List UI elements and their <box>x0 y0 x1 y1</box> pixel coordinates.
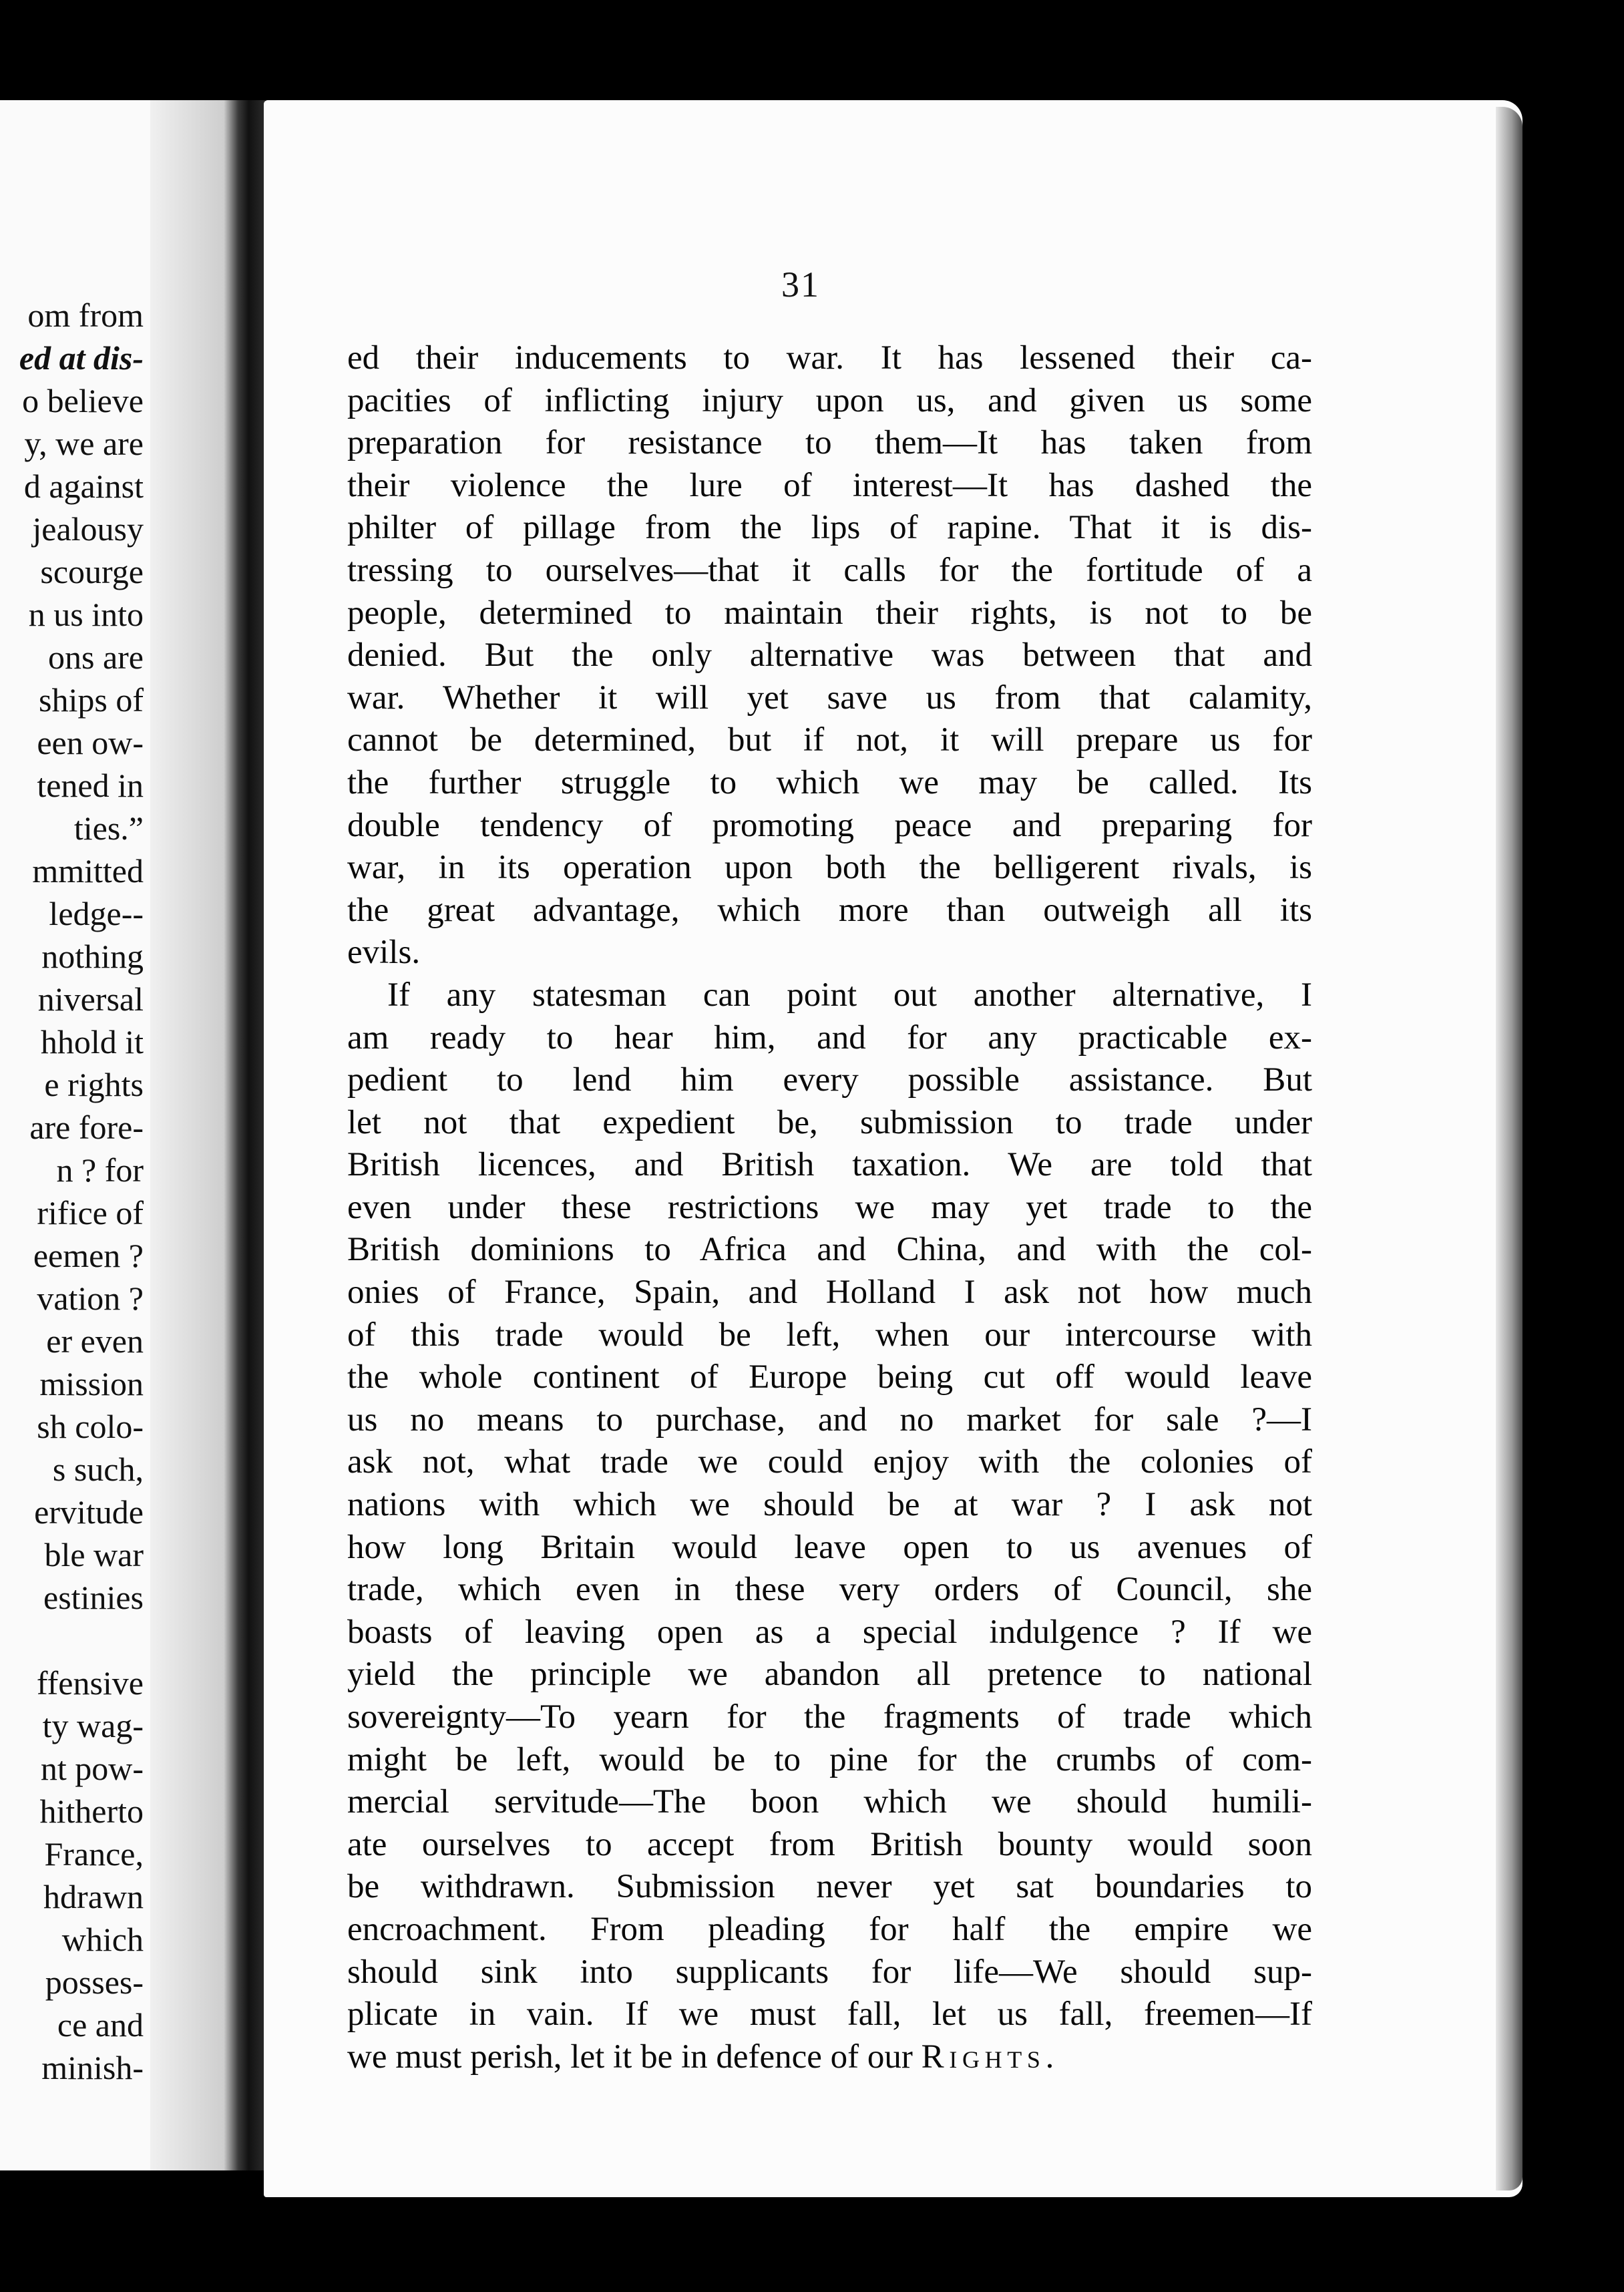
page-body <box>347 337 1312 2078</box>
left-line: France, <box>44 1835 144 1873</box>
text-line: might be left, would be to pine for the crumbs of com- <box>347 1740 1312 1778</box>
final-line-period: . <box>1045 2038 1054 2076</box>
text-line: sovereignty—To yearn for the fragments of trade which <box>347 1698 1312 1736</box>
text-line: cannot be determined, but if not, it will prepare us for <box>347 721 1312 759</box>
left-line: mission <box>39 1365 144 1402</box>
left-line: niversal <box>37 980 144 1018</box>
text-line: ate ourselves to accept from British bounty would soon <box>347 1825 1312 1863</box>
left-line: scourge <box>40 553 144 590</box>
text-line: the further struggle to which we may be called. Its <box>347 763 1312 801</box>
text-line: be withdrawn. Submission never yet sat boundaries to <box>347 1868 1312 1906</box>
left-line: which <box>61 1921 144 1958</box>
left-line: ons are <box>48 638 144 676</box>
left-line: ties.” <box>73 809 144 847</box>
text-line: people, determined to maintain their rights, is not to be <box>347 594 1312 632</box>
text-line: the whole continent of Europe being cut off would leave <box>347 1358 1312 1396</box>
left-line: s such, <box>52 1451 144 1488</box>
final-line-text: we must perish, let it be in defence of our <box>347 2038 922 2076</box>
left-line: rifice of <box>37 1194 144 1231</box>
paragraph <box>347 974 1312 2078</box>
text-line: war. Whether it will yet save us from that calamity, <box>347 679 1312 717</box>
left-line: tened in <box>37 767 144 804</box>
text-line: denied. But the only alternative was between that and <box>347 636 1312 675</box>
left-line <box>19 1619 144 1662</box>
text-line: pedient to lend him every possible assistance. But <box>347 1061 1312 1099</box>
left-line: ervitude <box>34 1493 144 1531</box>
left-line: hitherto <box>39 1792 144 1830</box>
left-line: ty wag- <box>42 1707 144 1744</box>
text-line: tressing to ourselves—that it calls for the fortitude of a <box>347 551 1312 589</box>
text-line: British dominions to Africa and China, and with the col- <box>347 1231 1312 1269</box>
left-line: ble war <box>44 1536 144 1573</box>
final-line <box>347 2036 1312 2079</box>
text-line: boasts of leaving open as a special indulgence ? If we <box>347 1613 1312 1651</box>
left-line: jealousy <box>32 510 144 548</box>
text-line: pacities of inflicting injury upon us, and given us some <box>347 381 1312 419</box>
left-line: ed at dis- <box>19 339 144 377</box>
text-line: double tendency of promoting peace and preparing for <box>347 806 1312 844</box>
left-page <box>0 100 237 2170</box>
text-line: philter of pillage from the lips of rapine. That it is dis- <box>347 509 1312 547</box>
page-edge <box>1496 107 1522 2190</box>
text-line: British licences, and British taxation. We are told that <box>347 1146 1312 1184</box>
text-line: of this trade would be left, when our intercourse with <box>347 1316 1312 1354</box>
text-line: ask not, what trade we could enjoy with the colonies of <box>347 1443 1312 1481</box>
left-line: e rights <box>44 1066 144 1103</box>
text-line: the great advantage, which more than outweigh all its <box>347 891 1312 929</box>
left-line: n ? for <box>56 1151 144 1189</box>
left-line: een ow- <box>37 724 144 761</box>
rights-emphasis: Rights <box>921 2038 1046 2076</box>
text-line: trade, which even in these very orders of Council, she <box>347 1571 1312 1609</box>
left-line: vation ? <box>37 1280 144 1317</box>
text-line: preparation for resistance to them—It has taken from <box>347 424 1312 462</box>
left-line: estinies <box>43 1579 144 1616</box>
text-line: onies of France, Spain, and Holland I ask not how much <box>347 1274 1312 1312</box>
text-line: mercial servitude—The boon which we should humili- <box>347 1783 1312 1821</box>
page-number: 31 <box>781 264 820 305</box>
text-line: how long Britain would leave open to us avenues of <box>347 1528 1312 1566</box>
text-line: evils. <box>347 934 421 972</box>
left-line: mmitted <box>32 852 144 890</box>
text-line: should sink into supplicants for life—We should sup- <box>347 1953 1312 1991</box>
left-line: hdrawn <box>43 1878 144 1915</box>
left-line: n us into <box>28 596 144 633</box>
text-line: yield the principle we abandon all pretence to national <box>347 1656 1312 1694</box>
text-line: nations with which we should be at war ? I ask not <box>347 1486 1312 1524</box>
text-line: let not that expedient be, submission to trade under <box>347 1103 1312 1141</box>
paragraph <box>347 337 1312 974</box>
left-line: hhold it <box>40 1023 144 1061</box>
left-line: om from <box>27 297 144 334</box>
text-line: us no means to purchase, and no market for sale ?—I <box>347 1400 1312 1439</box>
left-line: eemen ? <box>33 1237 144 1274</box>
text-line: even under these restrictions we may yet trade to the <box>347 1188 1312 1226</box>
left-line: o believe <box>22 382 144 419</box>
text-line: ed their inducements to war. It has lessened their ca- <box>347 339 1312 377</box>
left-line: ce and <box>57 2006 144 2044</box>
text-line: war, in its operation upon both the belligerent rivals, is <box>347 849 1312 887</box>
text-line: encroachment. From pleading for half the empire we <box>347 1910 1312 1948</box>
left-line: are fore- <box>29 1109 144 1146</box>
left-line: nothing <box>41 938 144 975</box>
left-line: minish- <box>41 2049 144 2086</box>
text-line: If any statesman can point out another alternative, I <box>387 976 1312 1014</box>
left-line: sh colo- <box>37 1408 144 1445</box>
left-line: ledge-- <box>49 895 144 932</box>
left-line: nt pow- <box>40 1750 144 1787</box>
left-line: er even <box>46 1322 144 1360</box>
text-line: am ready to hear him, and for any practicable ex- <box>347 1018 1312 1057</box>
left-line: d against <box>23 467 144 505</box>
text-line: plicate in vain. If we must fall, let us fall, freemen—If <box>347 1995 1312 2034</box>
left-line: ships of <box>39 681 144 719</box>
text-line: their violence the lure of interest—It has dashed the <box>347 466 1312 504</box>
left-page-text <box>19 294 144 2089</box>
book-spine <box>224 100 265 2170</box>
left-line: y, we are <box>24 425 144 462</box>
left-line: posses- <box>45 1963 144 2001</box>
left-line: ffensive <box>36 1664 144 1702</box>
